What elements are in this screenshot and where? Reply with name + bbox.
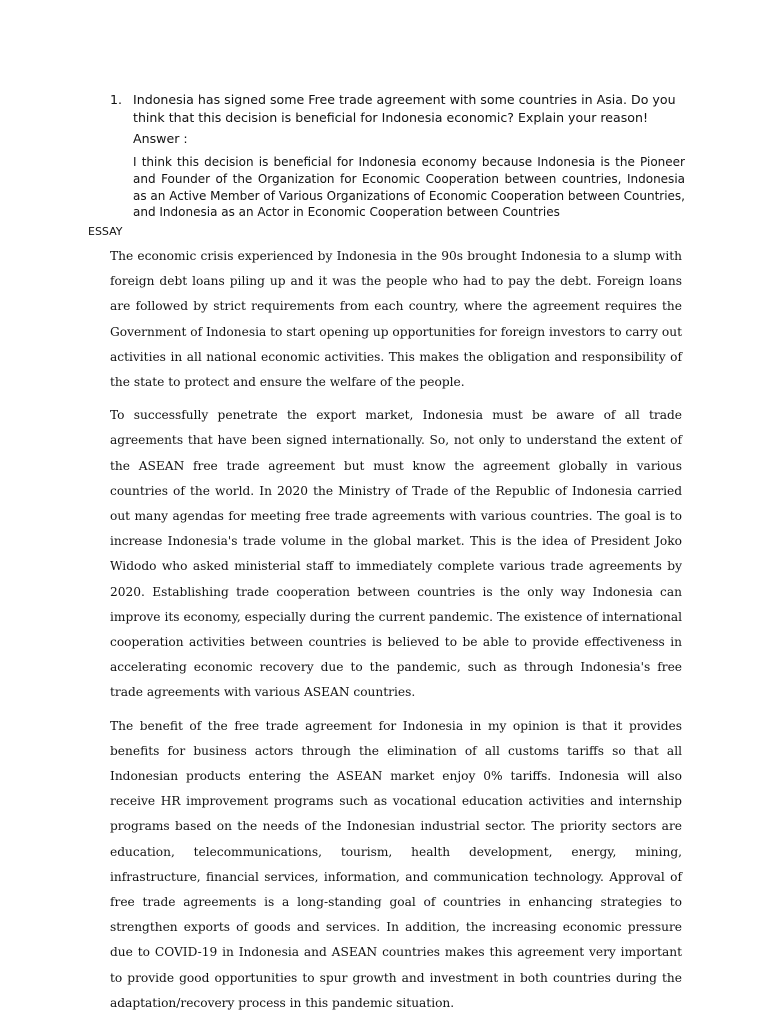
essay-body (110, 244, 682, 1024)
answer-label: Answer : (133, 131, 188, 146)
essay-paragraph: To successfully penetrate the export market, Indonesia must be aware of all trade agreements that have been signed internationally. So, not only to understand the extent of the ASEAN free trade agreement but must know the agreement globally in various countries of the world. In 2020 the Ministry of Trade of the Republic of Indonesia carried out many agendas for meeting free trade agreements with various countries. The goal is to increase Indonesia's trade volume in the global market. This is the idea of President Joko Widodo who asked ministerial staff to immediately complete various trade agreements by 2020. Establishing trade cooperation between countries is the only way Indonesia can improve its economy, especially during the current pandemic. The existence of international cooperation activities between countries is believed to be able to provide effectiveness in accelerating economic recovery due to the pandemic, such as through Indonesia's free trade agreements with various ASEAN countries. (110, 408, 682, 700)
essay-heading: ESSAY (88, 225, 123, 238)
answer-text: I think this decision is beneficial for Indonesia economy because Indonesia is the Pioneer and Founder of the Organization for Economic Cooperation between countries, Indonesia as an Active Member of Various Organizations of Economic Cooperation between Countries, and Indonesia as an Actor in Economic Cooperation between Countries (133, 155, 685, 220)
question-item (110, 91, 685, 221)
essay-paragraph: The benefit of the free trade agreement for Indonesia in my opinion is that it provides benefits for business actors through the elimination of all customs tariffs so that all Indonesian products entering the ASEAN market enjoy 0% tariffs. Indonesia will also receive HR improvement programs such as vocational education activities and internship programs based on the needs of the Indonesian industrial sector. The priority sectors are education, telecommunications, tourism, health development, energy, mining, infrastructure, financial services, information, and communication technology. Approval of free trade agreements is a long-standing goal of countries in enhancing strategies to strengthen exports of goods and services. In addition, the increasing economic pressure due to COVID-19 in Indonesia and ASEAN countries makes this agreement very important to provide good opportunities to spur growth and investment in both countries during the adaptation/recovery process in this pandemic situation. (110, 718, 682, 1010)
essay-paragraph: The economic crisis experienced by Indonesia in the 90s brought Indonesia to a slump with foreign debt loans piling up and it was the people who had to pay the debt. Foreign loans are followed by strict requirements from each country, where the agreement requires the Government of Indonesia to start opening up opportunities for foreign investors to carry out activities in all national economic activities. This makes the obligation and responsibility of the state to protect and ensure the welfare of the people. (110, 249, 682, 390)
question-number: 1. (110, 92, 123, 107)
question-text: Indonesia has signed some Free trade agreement with some countries in Asia. Do you think that this decision is beneficial for Indonesia economic? Explain your reason! (133, 92, 676, 125)
